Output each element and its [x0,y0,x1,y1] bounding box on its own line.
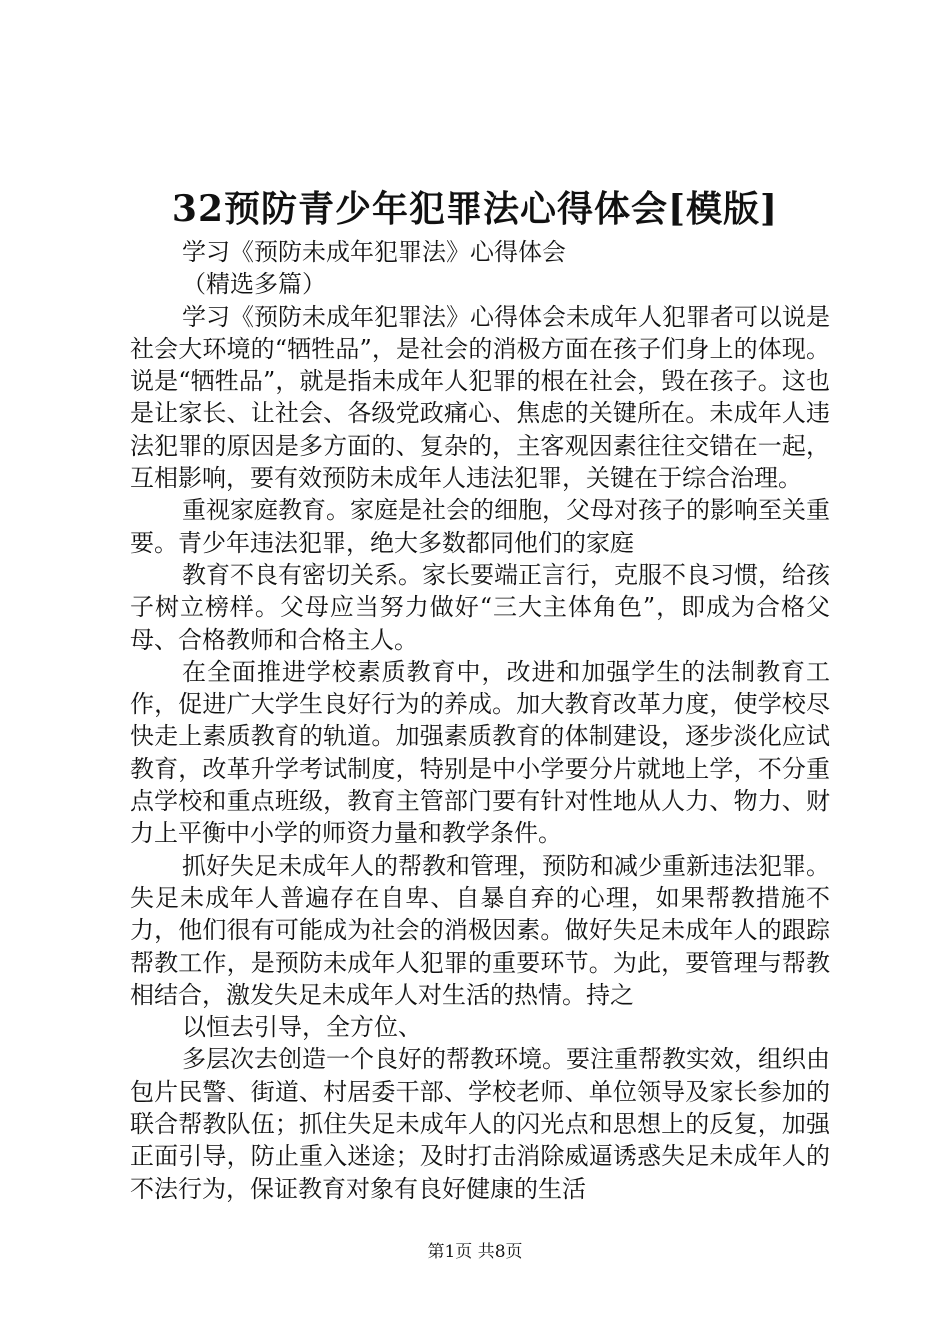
document-body [130,236,830,1205]
paragraph: 学习《预防未成年犯罪法》心得体会未成年人犯罪者可以说是社会大环境的“牺牲品”，是社会的消极方面在孩子们身上的体现。说是“牺牲品”，就是指未成年人犯罪的根在社会，毁在孩子。这也是让家长、让社会、各级党政痛心、焦虑的关键所在。未成年人违法犯罪的原因是多方面的、复杂的，主客观因素往往交错在一起，互相影响，要有效预防未成年人违法犯罪，关键在于综合治理。 [130,302,830,493]
subtitle: 学习《预防未成年犯罪法》心得体会 [182,238,566,266]
paragraph: 以恒去引导，全方位、 [182,1013,422,1042]
paragraph: 在全面推进学校素质教育中，改进和加强学生的法制教育工作，促进广大学生良好行为的养成。加大教育改革力度，使学校尽快走上素质教育的轨道。加强素质教育的体制建设，逐步淡化应试教育，改革升学考试制度，特别是中小学要分片就地上学，不分重点学校和重点班级，教育主管部门要有针对性地从人力、物力、财力上平衡中小学的师资力量和教学条件。 [130,657,830,848]
paragraph: 重视家庭教育。家庭是社会的细胞，父母对孩子的影响至关重要。青少年违法犯罪，绝大多数都同他们的家庭 [130,496,830,557]
document-title: 32预防青少年犯罪法心得体会[模版] [171,188,779,230]
page-number-footer: 第1页 共8页 [427,1242,523,1262]
subtitle-note: （精选多篇） [182,270,326,299]
paragraph: 教育不良有密切关系。家长要端正言行，克服不良习惯，给孩子树立榜样。父母应当努力做好“三大主体角色”，即成为合格父母、合格教师和合格主人。 [130,560,830,654]
paragraph: 多层次去创造一个良好的帮教环境。要注重帮教实效，组织由包片民警、街道、村居委干部、学校老师、单位领导及家长参加的联合帮教队伍；抓住失足未成年人的闪光点和思想上的反复，加强正面引导，防止重入迷途；及时打击消除威逼诱惑失足未成年人的不法行为，保证教育对象有良好健康的生活 [130,1045,830,1203]
paragraph: 抓好失足未成年人的帮教和管理，预防和减少重新违法犯罪。失足未成年人普遍存在自卑、自暴自弃的心理，如果帮教措施不力，他们很有可能成为社会的消极因素。做好失足未成年人的跟踪帮教工作，是预防未成年人犯罪的重要环节。为此，要管理与帮教相结合，激发失足未成年人对生活的热情。持之 [130,851,830,1009]
